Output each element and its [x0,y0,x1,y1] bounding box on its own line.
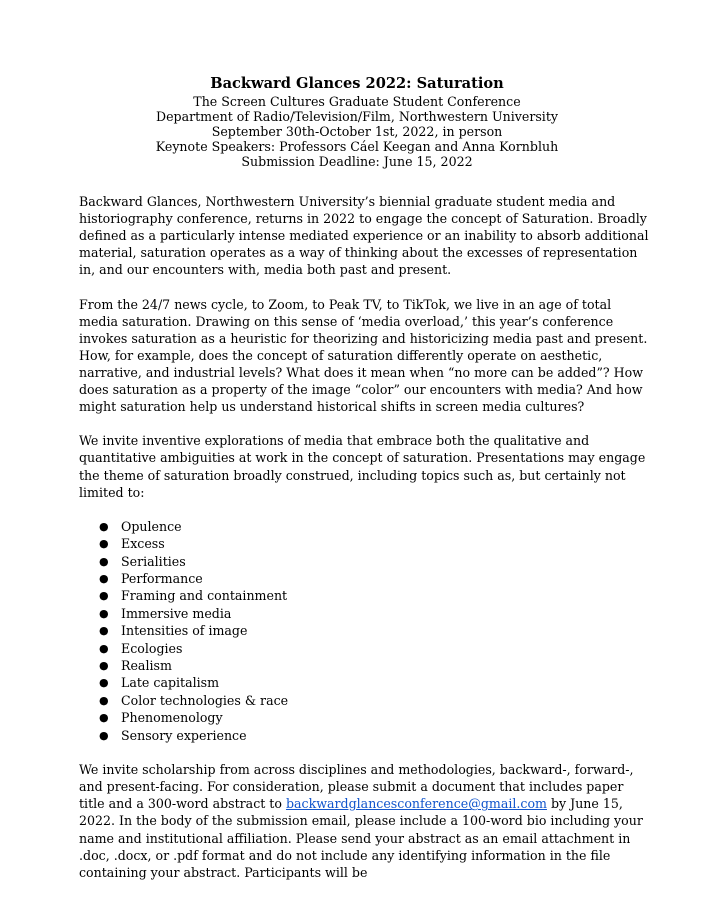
topic-label: Opulence [121,518,182,534]
topic-label: Serialities [121,553,186,569]
keynote-line: Keynote Speakers: Professors Cáel Keegan and Anna Kornbluh [155,139,559,154]
list-item [99,553,649,570]
topic-label: Excess [121,536,165,552]
list-item [99,657,649,674]
topic-label: Color technologies & race [121,692,289,708]
topic-label: Realism [121,658,172,674]
submission-text-end: by June 15, 2022. In the body of the submission email, please include a 100-word bio including your name and institutional affiliation. Please send your abstract as an email attachment in .doc, .docx, or .pdf format and do not include any identifying information in the file containing your abstract. Participants will be [79,796,643,880]
bullet-icon: ● [99,606,109,620]
list-item [99,605,649,622]
bullet-icon: ● [99,641,109,655]
saturation-paragraph: From the 24/7 news cycle, to Zoom, to Peak TV, to TikTok, we live in an age of total media saturation. Drawing on this sense of ‘media overload,’ this year’s conference invokes saturation as a heuristic for theorizing and historicizing media past and present. How, for example, does the concept of saturation differently operate on aesthetic, narrative, and industrial levels? What does it mean when “no more can be added”? How does saturation as a property of the image “color” our encounters with media? And how might saturation help us understand historical shifts in screen media cultures? [79,296,648,415]
topic-label: Late capitalism [121,675,220,691]
list-item [99,570,649,587]
topic-label: Framing and containment [121,588,288,604]
list-item [99,535,649,552]
deadline-line: Submission Deadline: June 15, 2022 [241,154,473,169]
department-line: Department of Radio/Television/Film, Northwestern University [155,109,559,124]
bullet-icon: ● [99,554,109,568]
topic-label: Performance [121,571,203,586]
list-item [99,587,649,604]
topic-label: Sensory experience [121,727,247,743]
topic-label: Phenomenology [121,710,223,726]
bullet-icon: ● [99,572,109,585]
conference-subtitle: The Screen Cultures Graduate Student Conference [193,94,521,109]
bullet-icon: ● [99,693,109,707]
list-item [99,518,649,535]
submission-paragraph [79,761,649,881]
topic-label: Intensities of image [121,623,248,639]
bullet-icon: ● [99,537,109,551]
list-item [99,674,649,691]
document-body [79,193,649,898]
list-item [99,692,649,709]
topic-label: Immersive media [121,605,232,621]
bullet-icon: ● [99,589,109,603]
bullet-icon: ● [99,728,109,742]
invitation-paragraph: We invite inventive explorations of media that embrace both the qualitative and quantitative ambiguities at work in the concept of saturation. Presentations may engage the theme of saturation broadly construed, including topics such as, but certainly not limited to: [79,433,646,500]
bullet-icon: ● [99,624,109,638]
bullet-icon: ● [99,519,109,533]
bullet-icon: ● [99,711,109,725]
conference-title: Backward Glances 2022: Saturation [210,75,504,92]
bullet-icon: ● [99,676,109,690]
topic-label: Ecologies [121,640,183,656]
list-item [99,640,649,657]
topics-list [79,518,649,744]
dates-line: September 30th-October 1st, 2022, in person [211,124,503,139]
bullet-icon: ● [99,659,109,673]
list-item [99,727,649,744]
submission-email-link[interactable]: backwardglancesconference@gmail.com [285,796,547,812]
conference-header [0,74,702,169]
list-item [99,622,649,639]
intro-paragraph: Backward Glances, Northwestern University’s biennial graduate student media and historiography conference, returns in 2022 to engage the concept of Saturation. Broadly defined as a particularly intense mediated experience or an inability to absorb additional material, saturation operates as a way of thinking about the excesses of representation in, and our encounters with, media both past and present. [79,194,649,278]
submission-text-start: We invite scholarship from across disciplines and methodologies, backward-, forward-, and present-facing. For consideration, please submit a document that includes paper title and a 300-word abstract to [79,762,634,812]
list-item [99,709,649,726]
